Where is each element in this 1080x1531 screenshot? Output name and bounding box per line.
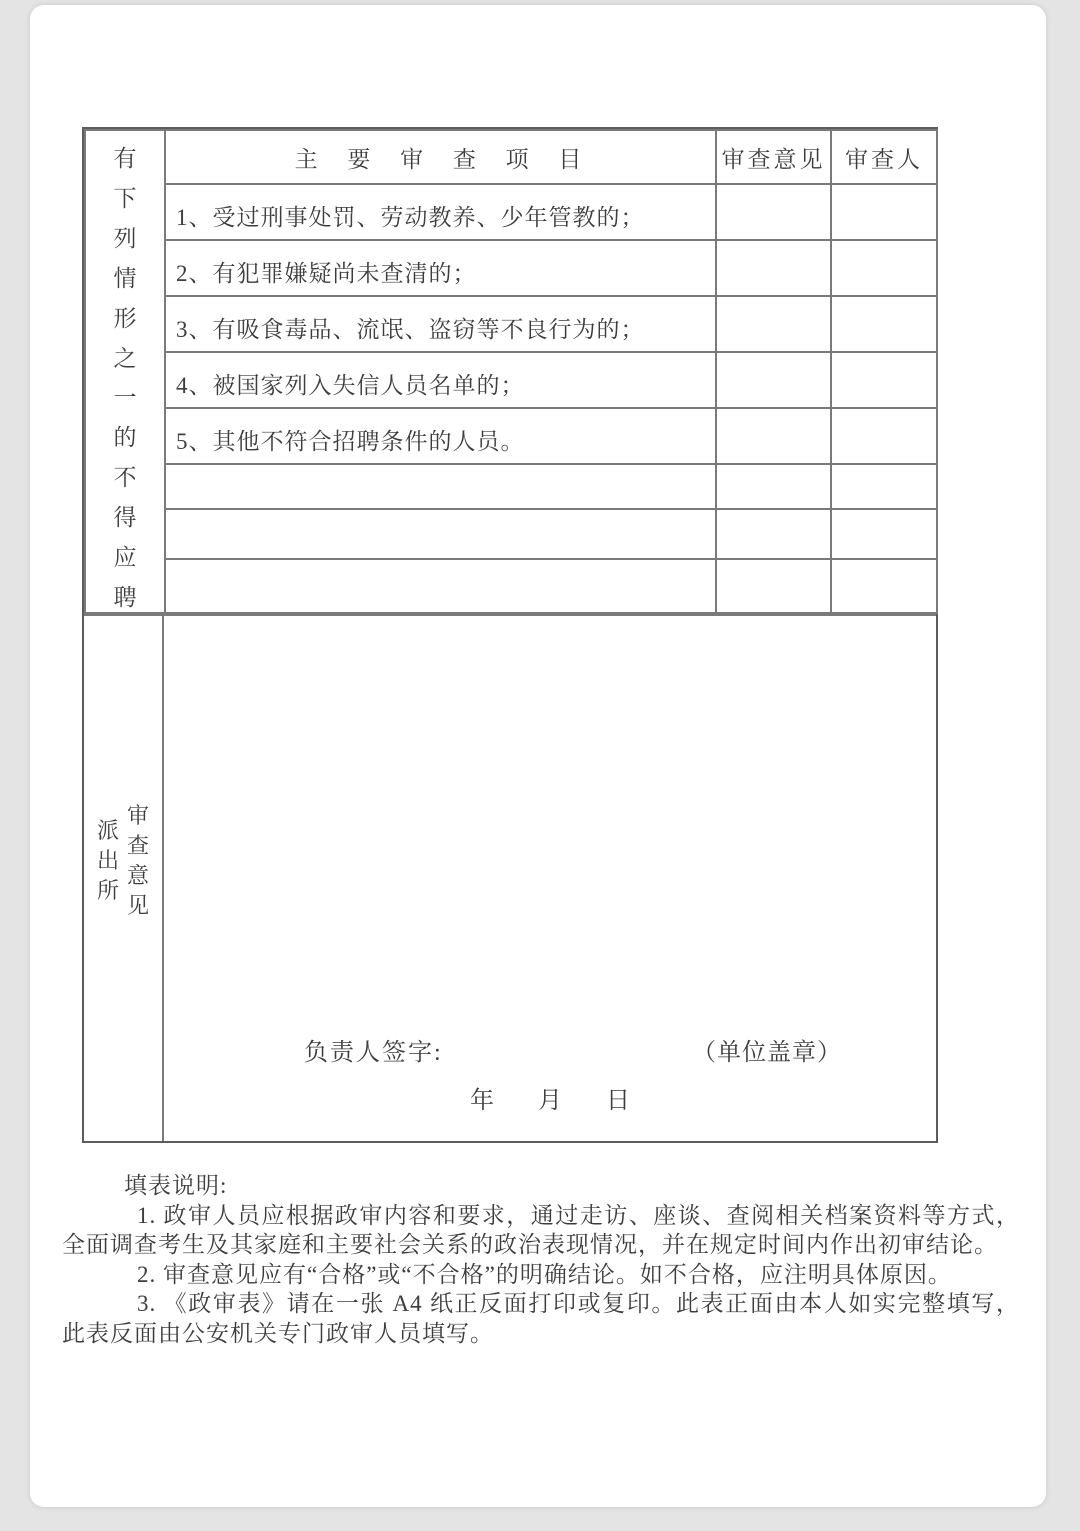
- month-label: 月: [538, 1088, 562, 1114]
- unit-seal-label: （单位盖章）: [692, 1040, 842, 1066]
- table-row: [85, 408, 937, 464]
- form-notes: [62, 1171, 1020, 1348]
- note-item-3: 3. 《政审表》请在一张 A4 纸正反面打印或复印。此表正面由本人如实完整填写，此表反面由公安机关专门政审人员填写。: [62, 1291, 1020, 1346]
- reviewer-cell-4: [831, 352, 937, 408]
- reviewer-cell-7: [831, 509, 937, 559]
- item-text-1: 1、受过刑事处罚、劳动教养、少年管教的；: [165, 184, 716, 240]
- table-row: [85, 240, 937, 296]
- station-opinion-area: [164, 616, 936, 1141]
- review-items-table: [84, 129, 938, 614]
- table-row: [85, 184, 937, 240]
- date-line: [470, 1080, 630, 1115]
- reviewer-cell-3: [831, 296, 937, 352]
- reviewer-cell-5: [831, 408, 937, 464]
- item-text-7: [165, 509, 716, 559]
- reviewer-cell-1: [831, 184, 937, 240]
- opinion-cell-1: [716, 184, 831, 240]
- item-text-4: 4、被国家列入失信人员名单的；: [165, 352, 716, 408]
- table-row: [85, 464, 937, 509]
- item-text-3: 3、有吸食毒品、流氓、盗窃等不良行为的；: [165, 296, 716, 352]
- item-text-8: [165, 559, 716, 613]
- reviewer-cell-2: [831, 240, 937, 296]
- opinion-cell-8: [716, 559, 831, 613]
- table-row: [85, 352, 937, 408]
- station-side-label: [96, 802, 150, 918]
- year-label: 年: [470, 1088, 494, 1114]
- note-item-2: 2. 审查意见应有“合格”或“不合格”的明确结论。如不合格，应注明具体原因。: [137, 1261, 952, 1287]
- station-side-label-right: 审 查 意 见: [127, 802, 150, 918]
- item-text-2: 2、有犯罪嫌疑尚未查清的；: [165, 240, 716, 296]
- side-label-vertical-text: 有 下 列 情 形 之 一 的 不 得 应 聘: [113, 146, 137, 610]
- note-item-1: 1. 政审人员应根据政审内容和要求，通过走访、座谈、查阅相关档案资料等方式，全面调查考生及其家庭和主要社会关系的政治表现情况，并在规定时间内作出初审结论。: [62, 1202, 1020, 1257]
- station-side-label-cell: [84, 616, 164, 1141]
- reviewer-cell-6: [831, 464, 937, 509]
- item-text-5: 5、其他不符合招聘条件的人员。: [165, 408, 716, 464]
- notes-title: 填表说明:: [124, 1173, 228, 1198]
- table-row: [85, 509, 937, 559]
- opinion-cell-3: [716, 296, 831, 352]
- opinion-cell-2: [716, 240, 831, 296]
- side-label-cell: [85, 130, 165, 613]
- police-station-section: [84, 614, 936, 1141]
- opinion-cell-6: [716, 464, 831, 509]
- opinion-cell-5: [716, 408, 831, 464]
- header-reviewer: 审查人: [831, 130, 937, 184]
- header-review-opinion: 审查意见: [716, 130, 831, 184]
- table-row: [85, 296, 937, 352]
- signature-label: 负责人签字:: [304, 1040, 443, 1066]
- opinion-cell-4: [716, 352, 831, 408]
- header-main-items: 主 要 审 查 项 目: [165, 130, 716, 184]
- opinion-cell-7: [716, 509, 831, 559]
- reviewer-cell-8: [831, 559, 937, 613]
- station-side-label-left: 派 出 所: [96, 817, 119, 903]
- table-row: [85, 559, 937, 613]
- day-label: 日: [606, 1088, 630, 1114]
- item-text-6: [165, 464, 716, 509]
- review-table: [82, 127, 938, 1143]
